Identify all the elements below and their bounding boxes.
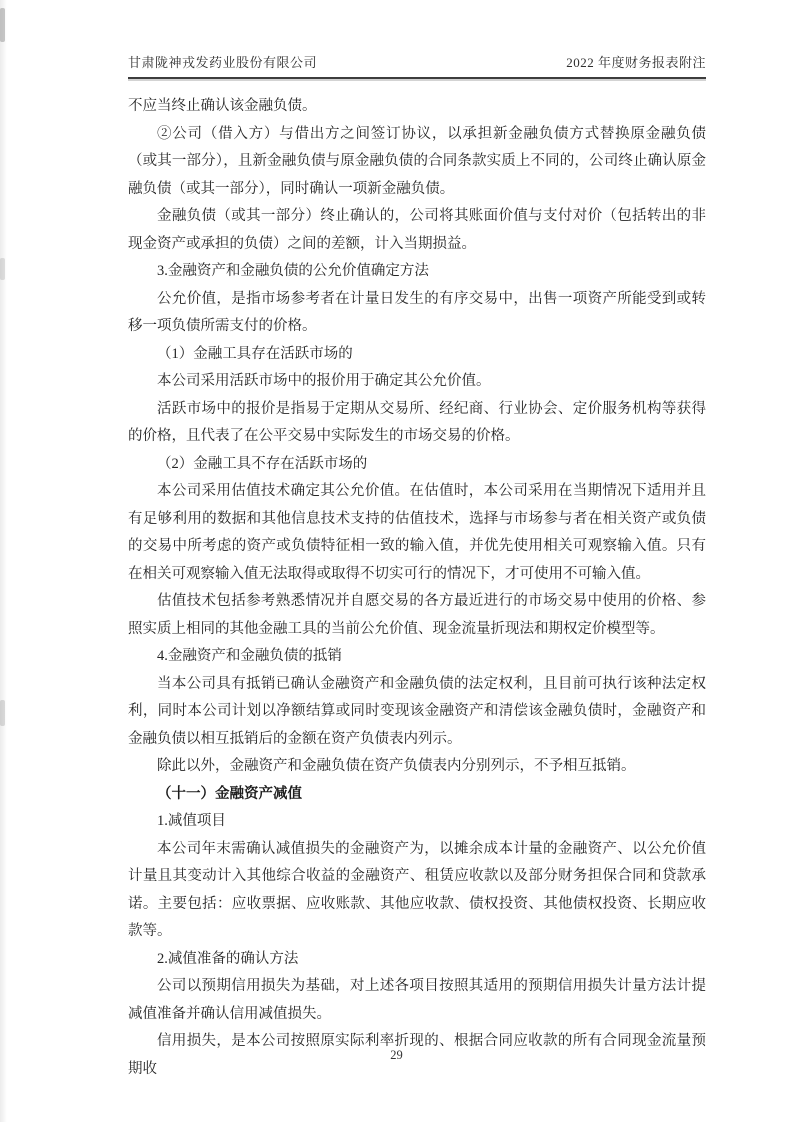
scan-smudge <box>0 8 5 42</box>
paragraph: 当本公司具有抵销已确认金融资产和金融负债的法定权利，且目前可执行该种法定权利，同时本公司计划以净额结算或同时变现该金融资产和清偿该金融负债时，金融资产和金融负债以相互抵销后的金额在资产负债表内列示。 <box>128 675 706 747</box>
body-paragraphs <box>128 93 706 1083</box>
section-heading: （十一）金融资产减值 <box>157 785 302 802</box>
header-doc-title: 2022 年度财务报表附注 <box>566 55 706 70</box>
paragraph: （2）金融工具不存在活跃市场的 <box>157 455 368 472</box>
paragraph: 2.减值准备的确认方法 <box>157 950 299 967</box>
paragraph: 除此以外，金融资产和金融负债在资产负债表内分别列示，不予相互抵销。 <box>157 758 636 774</box>
paragraph: （1）金融工具存在活跃市场的 <box>157 345 353 362</box>
paragraph: 估值技术包括参考熟悉情况并自愿交易的各方最近进行的市场交易中使用的价格、参照实质上相同的其他金融工具的当前公允价值、现金流量折现法和期权定价模型等。 <box>128 593 706 637</box>
page-footer <box>0 1048 793 1063</box>
page-number: 29 <box>390 1048 403 1062</box>
header-company-name: 甘肃陇神戎发药业股份有限公司 <box>128 55 318 70</box>
paragraph: 不应当终止确认该金融负债。 <box>128 98 317 114</box>
scan-smudge <box>0 258 5 280</box>
page-header <box>128 52 706 79</box>
paragraph: 本公司采用活跃市场中的报价用于确定其公允价值。 <box>157 373 491 389</box>
paragraph: 公司以预期信用损失为基础，对上述各项目按照其适用的预期信用损失计量方法计提减值准备并确认信用减值损失。 <box>128 978 706 1022</box>
paragraph: 信用损失，是本公司按照原实际利率折现的、根据合同应收款的所有合同现金流量预期收 <box>128 1033 706 1077</box>
paragraph: ②公司（借入方）与借出方之间签订协议，以承担新金融负债方式替换原金融负债（或其一部分），且新金融负债与原金融负债的合同条款实质上不同的，公司终止确认原金融负债（或其一部分），同时确认一项新金融负债。 <box>128 125 706 197</box>
paragraph: 金融负债（或其一部分）终止确认的，公司将其账面价值与支付对价（包括转出的非现金资产或承担的负债）之间的差额，计入当期损益。 <box>128 208 706 252</box>
scan-edge-artifact <box>0 0 7 1122</box>
scan-smudge <box>0 700 5 726</box>
paragraph: 3.金融资产和金融负债的公允价值确定方法 <box>157 263 429 279</box>
paragraph: 4.金融资产和金融负债的抵销 <box>157 648 342 664</box>
paragraph: 本公司年末需确认减值损失的金融资产为，以摊余成本计量的金融资产、以公允价值计量且其变动计入其他综合收益的金融资产、租赁应收款以及部分财务担保合同和贷款承诺。主要包括：应收票据、应收账款、其他应收款、债权投资、其他债权投资、长期应收款等。 <box>128 840 706 939</box>
paragraph: 1.减值项目 <box>157 813 226 829</box>
paragraph: 公允价值，是指市场参考者在计量日发生的有序交易中，出售一项资产所能受到或转移一项负债所需支付的价格。 <box>128 290 706 334</box>
paragraph: 本公司采用估值技术确定其公允价值。在估值时，本公司采用在当期情况下适用并且有足够利用的数据和其他信息技术支持的估值技术，选择与市场参与者在相关资产或负债的交易中所考虑的资产或负债特征相一致的输入值，并优先使用相关可观察输入值。只有在相关可观察输入值无法取得或取得不切实可行的情况下，才可使用不可输入值。 <box>128 483 706 582</box>
paragraph: 活跃市场中的报价是指易于定期从交易所、经纪商、行业协会、定价服务机构等获得的价格，且代表了在公平交易中实际发生的市场交易的价格。 <box>128 400 706 444</box>
